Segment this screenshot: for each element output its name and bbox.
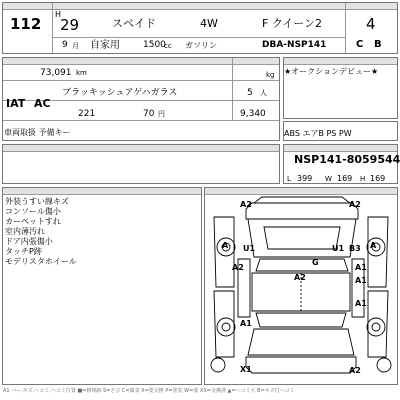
seating-capacity: 5 (247, 88, 253, 98)
interior-grade: C (356, 39, 364, 50)
vehicle-history: 車両取扱 予備キー (4, 128, 71, 137)
note-line: カーペットすれ (5, 217, 61, 226)
air-conditioning: AC (34, 97, 51, 110)
exterior-color: ブラッキッシュアゲハガラス (62, 88, 178, 98)
vehicle-length: 399 (297, 174, 313, 183)
damage-mark: A1 (355, 276, 367, 285)
price-left: 221 (78, 109, 96, 119)
note-line: 外装うすい線キズ (5, 197, 69, 206)
grade: F クイーン2 (262, 17, 323, 30)
fuel-type: ガソリン (185, 41, 217, 50)
registration-month: 9 (62, 40, 68, 50)
damage-mark: A1 (355, 263, 367, 272)
damage-mark: U1 (243, 244, 256, 253)
chassis-number: NSP141-8059544 (294, 153, 400, 166)
auction-number: 112 (10, 15, 42, 33)
chassis-label-strip (284, 145, 397, 152)
damage-mark: A1 (240, 319, 252, 328)
price-mid: 70 (143, 109, 155, 119)
price-right: 9,340 (240, 109, 266, 119)
damage-mark: A2 (349, 200, 361, 209)
vehicle-height: 169 (370, 174, 386, 183)
remarks-label-strip (3, 145, 279, 152)
header-label-strip (3, 3, 397, 10)
era-letter: H (55, 10, 62, 19)
auction-sheet: 112 H 29 スペイド 4W F クイーン2 4 9 月 自家用 1500 cc ガソリン DBA-NSP141 C B 73,091 km ブラッキッシュアゲハガラス 5 人 kg IAT AC 221 70 円 9,340 車両取扱 予備キー ★オークションデビュー★ ABS エアB PS PW NSP141-8059544 L 399 W 169 H 169 外装うすい線キズ コンソール傷小 カーペットすれ 室内薄汚れ ドア内張傷小 タッチP跡 モデリスタホイール A2 A2 A B3 A U1 U1 G A2 A1 A2 A1 A1 A1 X1 A2 A1 バー,キズ,ヘコミ,ヘコミ位置 ■=修理跡 S=さび C=腐食 X=要交換 P=塗装 W=波 XX=交換済 ▲=ヘコミ大 B=キズ付ヘコミ (0, 0, 400, 400)
vehicle-width: 169 (337, 174, 353, 183)
footer-legend: A1 バー,キズ,ヘコミ,ヘコミ位置 ■=修理跡 S=さび C=腐食 X=要交換 P=塗装 W=波 XX=交換済 ▲=ヘコミ大 B=キズ付ヘコミ (3, 388, 295, 394)
door-type: 4W (200, 17, 218, 30)
evaluation-score: 4 (366, 15, 376, 33)
model-code: DBA-NSP141 (262, 40, 327, 50)
damage-mark: A (222, 241, 229, 250)
damage-mark: A2 (232, 263, 244, 272)
mileage: 73,091 (40, 68, 72, 78)
note-line: 室内薄汚れ (5, 227, 45, 236)
cc-unit: cc (164, 42, 172, 50)
engine-cc: 1500 (143, 40, 166, 50)
damage-mark: A (370, 241, 377, 250)
note-line: タッチP跡 (5, 247, 42, 256)
transmission: IAT (6, 97, 26, 110)
model-name: スペイド (112, 17, 156, 30)
kg-unit: kg (266, 71, 275, 79)
notes-label-strip (3, 188, 201, 195)
damage-mark: A2 (294, 273, 306, 282)
car-diagram (204, 187, 398, 385)
details-label-strip (3, 58, 279, 65)
usage-type: 自家用 (90, 40, 120, 51)
damage-mark: X1 (240, 365, 252, 374)
damage-mark: A2 (240, 200, 252, 209)
note-line: モデリスタホイール (5, 257, 77, 266)
damage-mark: G (312, 258, 319, 267)
month-unit: 月 (72, 42, 79, 50)
selling-points-label-strip (284, 58, 397, 65)
damage-mark: U1 (332, 244, 345, 253)
damage-mark: A1 (355, 299, 367, 308)
mileage-unit: km (76, 69, 87, 77)
equipment-text: ABS エアB PS PW (284, 129, 352, 138)
capacity-unit: 人 (260, 89, 267, 97)
damage-mark: A2 (349, 366, 361, 375)
note-line: ドア内張傷小 (5, 237, 53, 246)
exterior-grade: B (374, 39, 382, 50)
damage-mark: B3 (349, 244, 361, 253)
selling-points-text: ★オークションデビュー★ (284, 67, 379, 76)
note-line: コンソール傷小 (5, 207, 61, 216)
model-year: 29 (60, 16, 80, 34)
price-unit: 円 (158, 110, 165, 118)
